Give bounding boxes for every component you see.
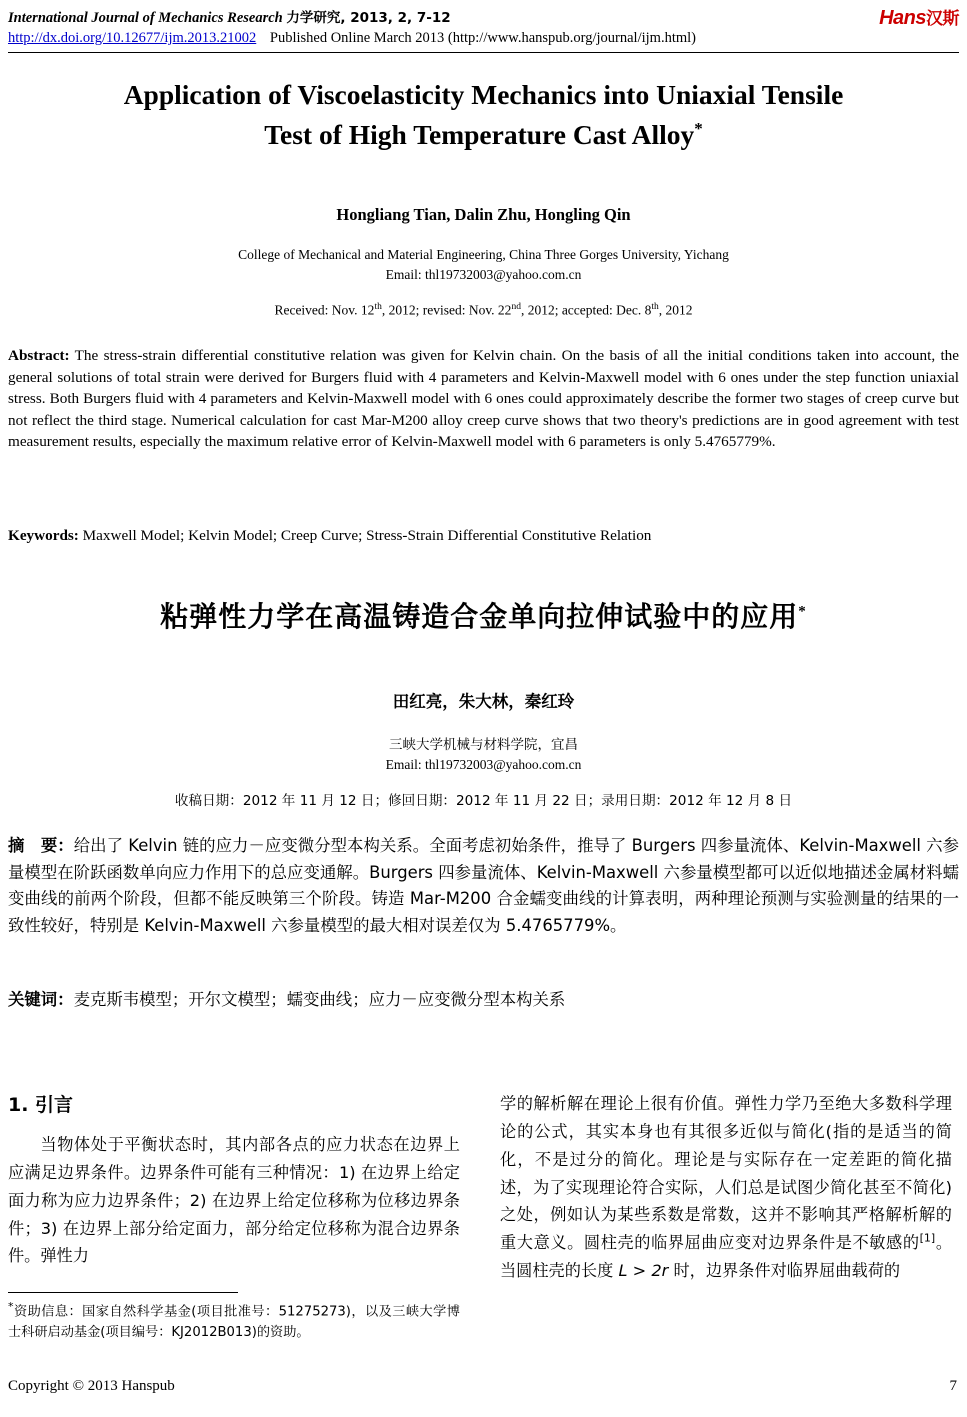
body-column-left	[8, 1090, 460, 1270]
email-en: Email: thl19732003@yahoo.com.cn	[385, 266, 582, 282]
keywords-label: Keywords:	[8, 527, 79, 544]
page-title-cn	[30, 595, 937, 635]
doi-line	[8, 30, 958, 47]
journal-title-en: International Journal of Mechanics Research	[8, 10, 283, 26]
accepted-year: , 2012	[658, 302, 693, 318]
keywords-cn	[8, 986, 959, 1010]
affiliation-en: College of Mechanical and Material Engineering, China Three Gorges University, Yichang	[238, 247, 729, 262]
journal-title-cn: 力学研究, 2013, 2, 7-12	[286, 10, 451, 26]
title-footnote-marker: *	[694, 118, 703, 138]
keywords-cn-label: 关键词：	[8, 990, 74, 1009]
dates-cn: 收稿日期：2012 年 11 月 12 日；修回日期：2012 年 11 月 22 日；录用日期：2012 年 12 月 8 日	[174, 793, 793, 809]
received-ordinal: th	[374, 302, 382, 312]
title-line-2: Test of High Temperature Cast Alloy	[264, 118, 695, 150]
right-paragraph-1-part-a: 学的解析解在理论上很有价值。弹性力学乃至绝大多数科学理论的公式，其实本身也有其很多近似与简化(指的是适当的简化，不是过分的简化。理论是与实际存在一定差距的简化描述，为了实现理论符合实际，人们总是试图少简化甚至不简化)之处，例如认为某些系数是常数，这并不影响其严格解析解的重大意义。圆柱壳的临界屈曲应变对边界条件是不敏感的	[500, 1094, 952, 1253]
keywords-en	[8, 527, 959, 545]
section-heading-1: 1. 引言	[8, 1094, 74, 1116]
authors-en: Hongliang Tian, Dalin Zhu, Hongling Qin	[336, 205, 631, 224]
accepted-ordinal: th	[651, 302, 659, 312]
abstract-cn-label: 摘 要：	[8, 836, 74, 855]
hanspub-logo-cn: 汉斯	[926, 9, 959, 29]
abstract-en	[8, 345, 959, 453]
footnote-marker: *	[8, 1300, 14, 1313]
affiliation-block-en	[30, 245, 937, 284]
reference-marker-1: [1]	[919, 1231, 936, 1245]
abstract-text: The stress-strain differential constitutive relation was given for Kelvin chain. On the basis of all the initial conditions taken into account, the general solutions of total strain were derived for Burgers fluid with 4 parameters and Kelvin-Maxwell model with 6 ones under the step function uniaxial stress. Both Burgers fluid with 4 parameters and Kelvin-Maxwell model with 6 ones could approximately describe the former two stages of creep curve but not reflect the third stage. Numerical calculation for cast Mar-M200 alloy creep curve shows that two theory's predictions are in good agreement with test measurement results, especially the maximum relative error of Kelvin-Maxwell model with 6 parameters is only 5.4765779%.	[8, 347, 959, 451]
accepted-label: , 2012; accepted: Dec. 8	[520, 302, 652, 318]
authors-cn: 田红亮，朱大林，秦红玲	[392, 692, 575, 711]
abstract-cn-text: 给出了 Kelvin 链的应力－应变微分型本构关系。全面考虑初始条件，推导了 Burgers 四参量流体、Kelvin-Maxwell 六参量模型在阶跃函数单向应力作用下的总应变通解。Burgers 四参量流体、Kelvin-Maxwell 六参量模型都可以近似地描述金属材料蠕变曲线的前两个阶段，但都不能反映第三个阶段。铸造 Mar-M200 合金蠕变曲线的计算表明，两种理论预测与实验测量的结果的一致性较好，特别是 Kelvin-Maxwell 六参量模型的最大相对误差仅为 5.4765779%。	[8, 836, 960, 935]
page-title	[30, 75, 937, 155]
revised-ordinal: nd	[511, 302, 521, 312]
journal-title-line	[8, 6, 958, 27]
running-header	[8, 6, 958, 47]
footnote-funding	[8, 1298, 460, 1343]
left-paragraph-1: 当物体处于平衡状态时，其内部各点的应力状态在边界上应满足边界条件。边界条件可能有三种情况：1) 在边界上给定面力称为应力边界条件；2) 在边界上给定位移称为位移边界条件；3) 在边界上部分给定面力，部分给定位移称为混合边界条件。弹性力	[8, 1135, 460, 1266]
page-number: 7	[949, 1378, 957, 1394]
keywords-cn-text: 麦克斯韦模型；开尔文模型；蠕变曲线；应力－应变微分型本构关系	[73, 990, 566, 1009]
footnote-text: 资助信息：国家自然科学基金(项目批准号：51275273)，以及三峡大学博士科研启动基金(项目编号：KJ2012B013)的资助。	[8, 1304, 460, 1340]
title-cn-footnote-marker: *	[798, 603, 807, 620]
right-paragraph-1-part-c: 时，边界条件对临界屈曲载荷的	[668, 1261, 901, 1281]
header-divider	[8, 52, 959, 53]
inline-formula-1: L > 2r	[618, 1261, 669, 1281]
hanspub-logo-en: Hans	[879, 7, 926, 29]
doi-link[interactable]: http://dx.doi.org/10.12677/ijm.2013.21002	[8, 30, 257, 46]
dates-en	[30, 302, 937, 319]
received-label: Received: Nov. 12	[274, 302, 375, 318]
affiliation-block-cn	[30, 735, 937, 776]
body-column-right	[500, 1090, 952, 1285]
title-line-1: Application of Viscoelasticity Mechanics into Uniaxial Tensile	[123, 79, 844, 110]
right-paragraph-1	[500, 1090, 952, 1285]
title-cn-text: 粘弹性力学在高温铸造合金单向拉伸试验中的应用	[160, 600, 799, 633]
keywords-text: Maxwell Model; Kelvin Model; Creep Curve; Stress-Strain Differential Constitutive Relation	[78, 527, 652, 544]
published-online-text: Published Online March 2013 (http://www.hanspub.org/journal/ijm.html)	[269, 30, 696, 46]
footnote-divider	[8, 1292, 238, 1293]
hanspub-logo	[879, 4, 959, 30]
copyright-notice: Copyright © 2013 Hanspub	[8, 1378, 175, 1394]
right-paragraph-1-part-b: 。当圆柱壳的长度	[500, 1233, 953, 1281]
revised-label: , 2012; revised: Nov. 22	[381, 302, 512, 318]
email-cn: Email: thl19732003@yahoo.com.cn	[385, 757, 582, 773]
abstract-cn	[8, 833, 959, 939]
abstract-label: Abstract:	[8, 347, 70, 364]
affiliation-cn: 三峡大学机械与材料学院，宜昌	[389, 737, 578, 753]
